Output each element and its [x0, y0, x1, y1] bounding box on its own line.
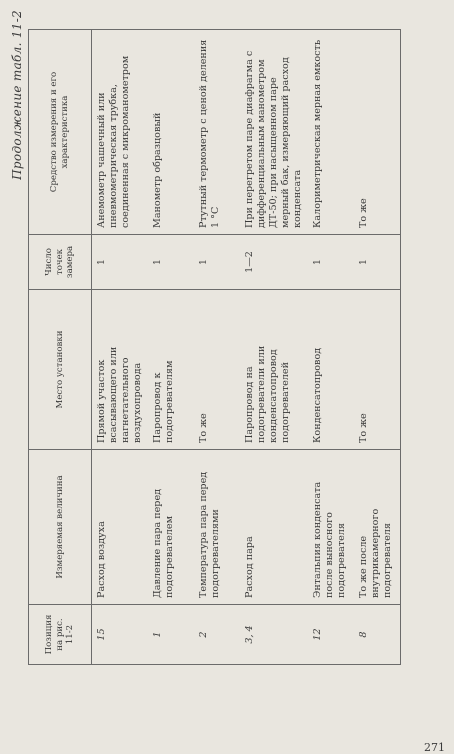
cell-position: 3, 4	[240, 605, 308, 665]
cell-position: 8	[354, 605, 401, 665]
cell-tool: Анемометр чашечный или пневмометрическая трубка, соединенная с микроманометром	[92, 30, 148, 235]
cell-count: 1	[92, 235, 148, 290]
table-row	[148, 30, 194, 665]
cell-tool: Калориметрическая мерная емкость	[308, 30, 354, 235]
cell-place: То же	[194, 290, 240, 450]
table-row	[240, 30, 308, 665]
cell-value: Расход воздуха	[92, 450, 148, 605]
cell-value: Энтальпия конденсата после выносного подогревателя	[308, 450, 354, 605]
cell-tool: То же	[354, 30, 401, 235]
table-row	[354, 30, 401, 665]
cell-count: 1	[148, 235, 194, 290]
cell-place: Конденсатопровод	[308, 290, 354, 450]
header-count: Число точек замера	[29, 235, 92, 290]
cell-position: 15	[92, 605, 148, 665]
table-row	[92, 30, 148, 665]
cell-position: 1	[148, 605, 194, 665]
table-header-row	[29, 30, 92, 665]
cell-tool: Ртутный термометр с ценой деления 1 °С	[194, 30, 240, 235]
cell-position: 12	[308, 605, 354, 665]
cell-count: 1	[308, 235, 354, 290]
cell-count: 1	[194, 235, 240, 290]
cell-tool: При перегретом паре диафрагма с дифференциальным манометром ДТ-50; при насыщенном паре мерный бак, измеряющий расход конденсата	[240, 30, 308, 235]
page-number: 271	[424, 741, 445, 754]
cell-place: То же	[354, 290, 401, 450]
table-row	[194, 30, 240, 665]
header-place: Место установки	[29, 290, 92, 450]
cell-value: Температура пара перед подогревателями	[194, 450, 240, 605]
cell-place: Прямой участок всасывающего или нагнетательного воздухопровода	[92, 290, 148, 450]
table-row	[308, 30, 354, 665]
cell-place: Паропровод к подогревателям	[148, 290, 194, 450]
cell-position: 2	[194, 605, 240, 665]
cell-tool: Манометр образцовый	[148, 30, 194, 235]
header-position: Позиция на рис. 11-2	[29, 605, 92, 665]
table-caption: Продолжение табл. 11-2	[10, 10, 24, 180]
measurement-table	[28, 29, 401, 665]
cell-value: То же после внутрикамерного подогревателя	[354, 450, 401, 605]
cell-value: Расход пара	[240, 450, 308, 605]
cell-count: 1	[354, 235, 401, 290]
cell-value: Давление пара перед подогревателем	[148, 450, 194, 605]
header-value: Измеряемая величина	[29, 450, 92, 605]
cell-place: Паропровод на подогреватели или конденсатопровод подогревателей	[240, 290, 308, 450]
cell-count: 1—2	[240, 235, 308, 290]
header-tool: Средство измерения и его характеристика	[29, 30, 92, 235]
